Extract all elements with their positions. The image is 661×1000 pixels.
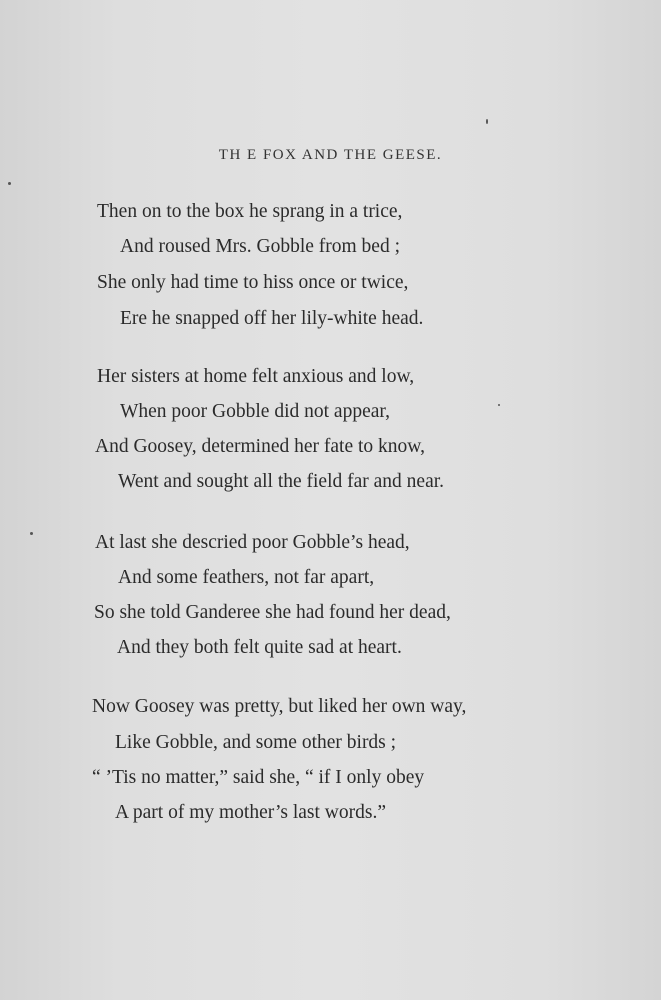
stanza-4-line-1: Now Goosey was pretty, but liked her own way,: [92, 696, 467, 717]
paper-speck: [498, 404, 500, 406]
stanza-2-line-1: Her sisters at home felt anxious and low,: [97, 366, 415, 387]
stanza-4-line-4: A part of my mother’s last words.”: [115, 802, 386, 823]
stanza-2-line-4: Went and sought all the field far and near.: [118, 471, 445, 492]
stanza-3-line-2: And some feathers, not far apart,: [118, 567, 375, 588]
paper-speck: [8, 182, 11, 185]
stanza-3-line-3: So she told Ganderee she had found her dead,: [94, 602, 451, 623]
paper-speck: [486, 119, 488, 124]
stanza-1-line-1: Then on to the box he sprang in a trice,: [97, 201, 403, 222]
stanza-2-line-2: When poor Gobble did not appear,: [120, 401, 390, 422]
stanza-2-line-3: And Goosey, determined her fate to know,: [95, 436, 425, 457]
stanza-3-line-1: At last she descried poor Gobble’s head,: [95, 532, 410, 553]
stanza-4-line-2: Like Gobble, and some other birds ;: [115, 732, 397, 753]
stanza-3-line-4: And they both felt quite sad at heart.: [117, 637, 402, 658]
stanza-1-line-4: Ere he snapped off her lily-white head.: [120, 308, 424, 329]
paper-speck: [30, 532, 33, 535]
page-title: TH E FOX AND THE GEESE.: [218, 147, 443, 163]
stanza-1-line-3: She only had time to hiss once or twice,: [97, 272, 409, 293]
stanza-1-line-2: And roused Mrs. Gobble from bed ;: [120, 236, 400, 257]
stanza-4-line-3: “ ’Tis no matter,” said she, “ if I only obey: [92, 767, 425, 788]
